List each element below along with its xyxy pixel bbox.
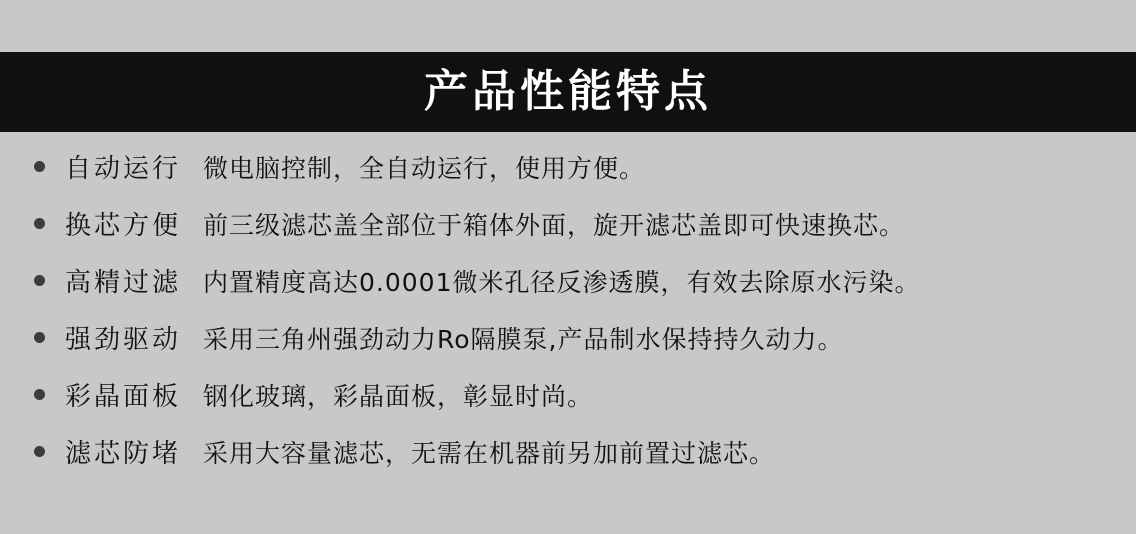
feature-description: 采用三角州强劲动力Ro隔膜泵,产品制水保持持久动力。 [203,324,844,354]
bullet-icon [34,218,45,229]
feature-description: 微电脑控制，全自动运行，使用方便。 [203,153,646,183]
list-item [0,309,1136,366]
feature-label: 彩晶面板 [65,382,182,412]
list-item [0,423,1136,480]
page-title: 产品性能特点 [424,66,712,117]
title-bar [0,52,1136,132]
feature-label: 高精过滤 [65,268,182,298]
feature-label: 滤芯防堵 [65,439,182,469]
feature-description: 前三级滤芯盖全部位于箱体外面，旋开滤芯盖即可快速换芯。 [203,210,906,240]
bullet-icon [34,332,45,343]
feature-description: 钢化玻璃，彩晶面板，彰显时尚。 [203,381,594,411]
feature-description: 采用大容量滤芯，无需在机器前另加前置过滤芯。 [203,438,776,468]
list-item [0,252,1136,309]
feature-label: 自动运行 [65,154,182,184]
list-item [0,195,1136,252]
feature-label: 换芯方便 [65,211,182,241]
bullet-icon [34,275,45,286]
bullet-icon [34,389,45,400]
feature-description: 内置精度高达0.0001微米孔径反渗透膜，有效去除原水污染。 [203,267,921,297]
feature-label: 强劲驱动 [65,325,182,355]
bullet-icon [34,446,45,457]
bullet-icon [34,161,45,172]
feature-list [0,138,1136,480]
list-item [0,138,1136,195]
list-item [0,366,1136,423]
